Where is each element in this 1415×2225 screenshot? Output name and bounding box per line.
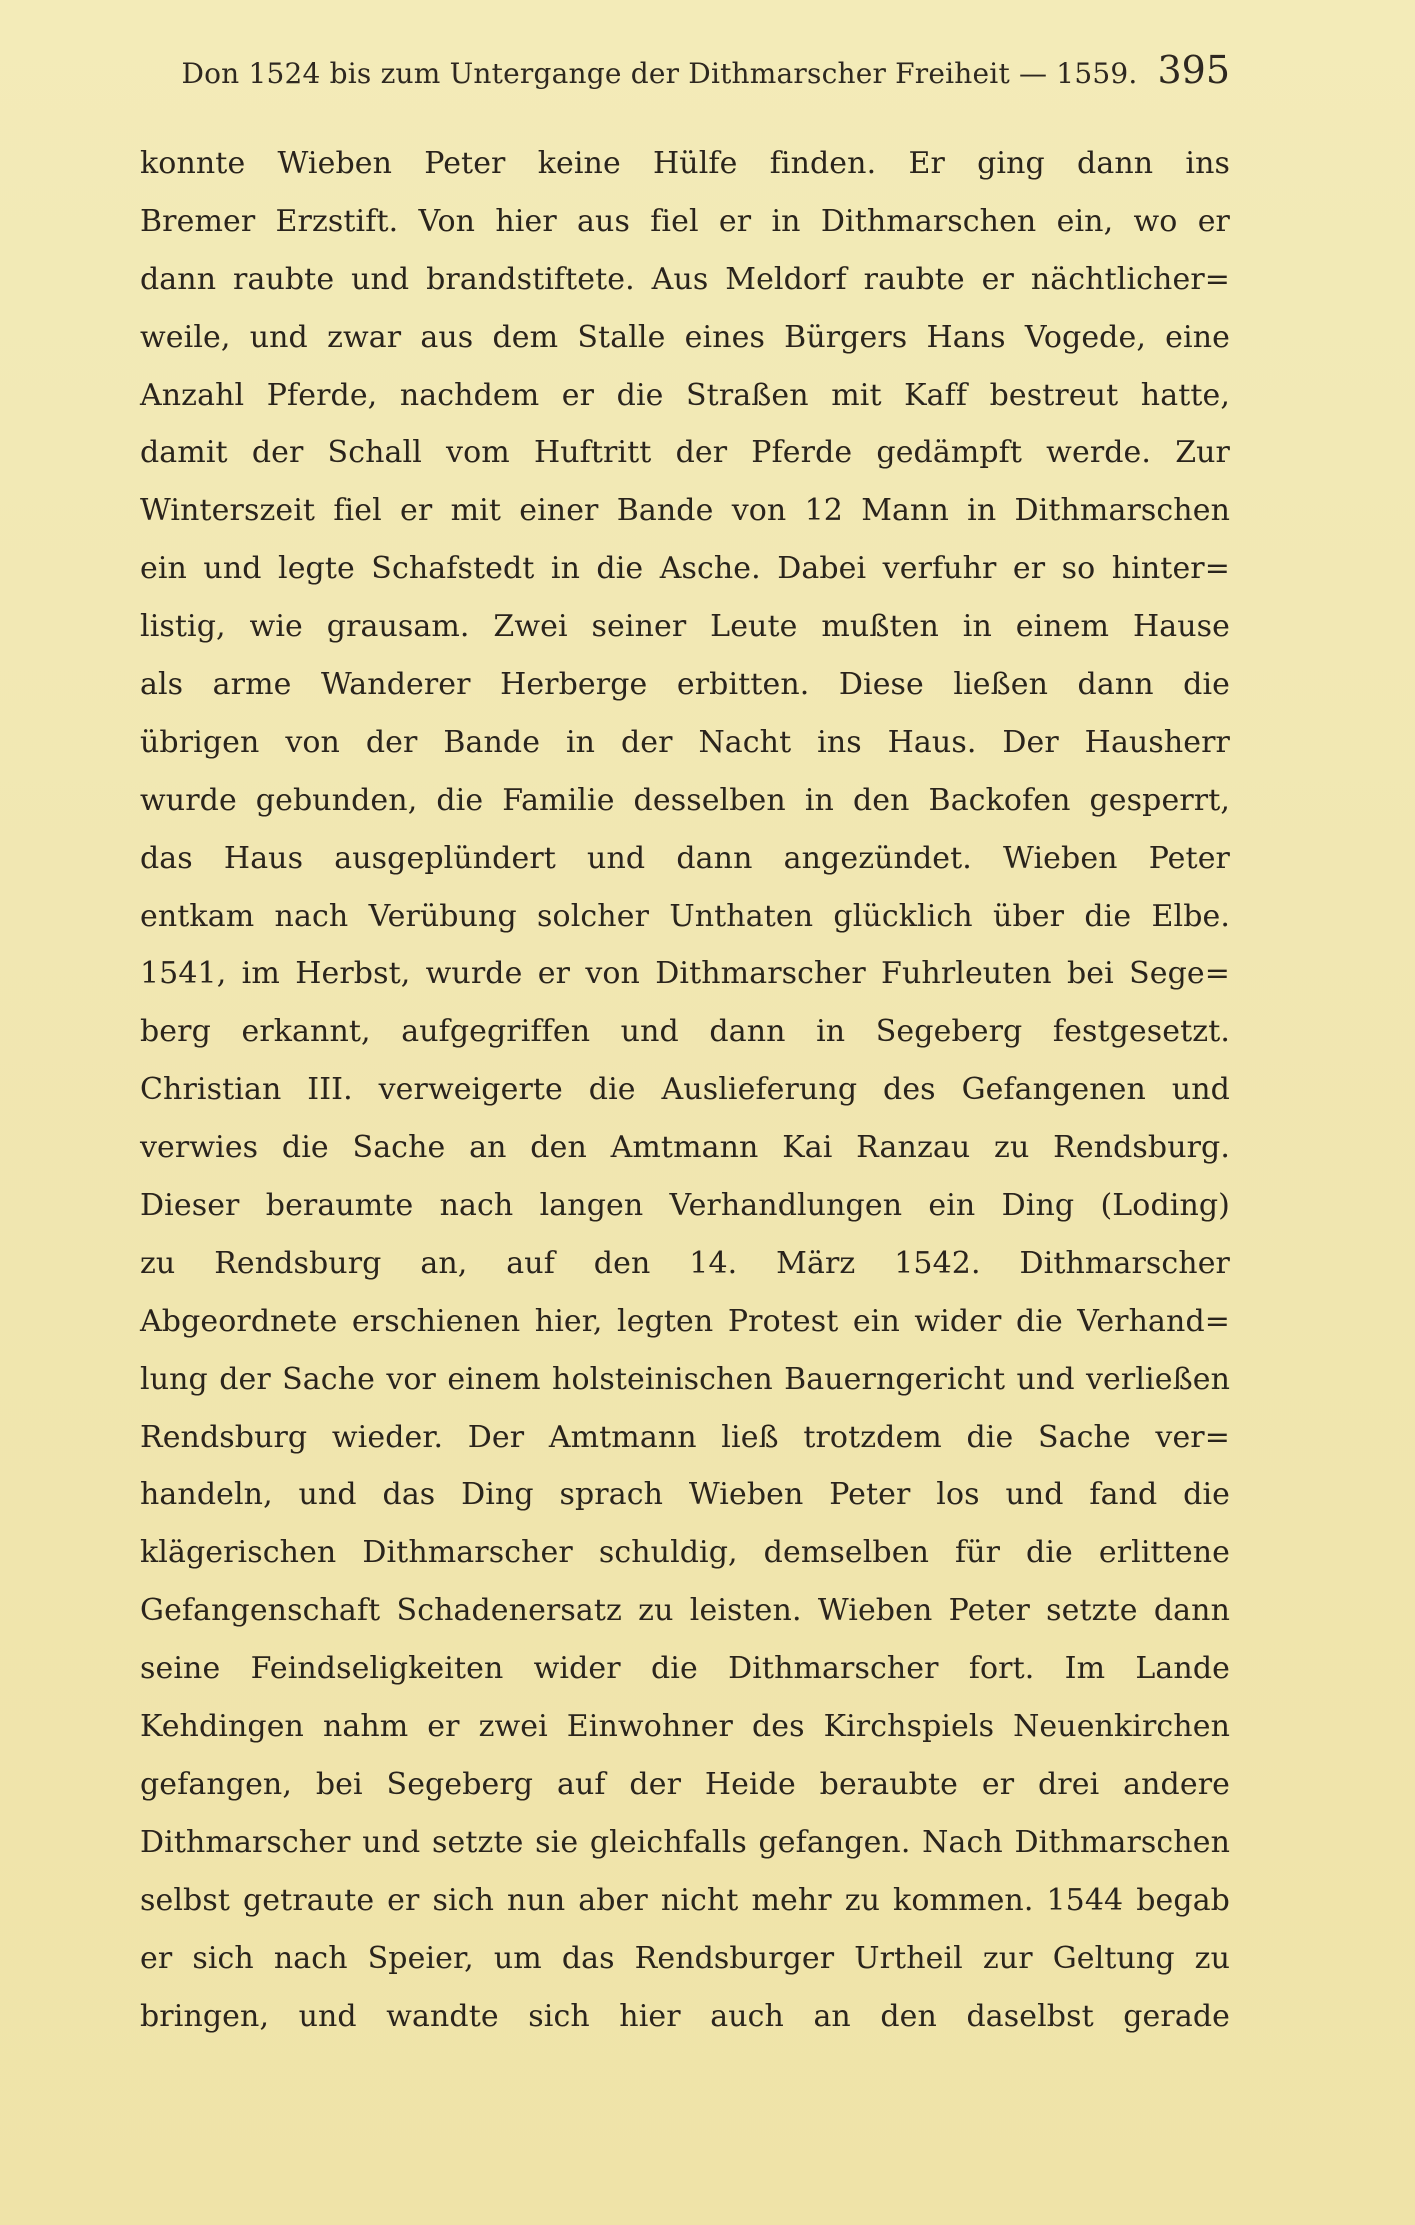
text-line: zu Rendsburg an, auf den 14. März 1542. Dithmarscher [140,1245,1230,1281]
text-line: lung der Sache vor einem holsteinischen Bauerngericht und verließen [140,1361,1230,1397]
text-line: Winterszeit fiel er mit einer Bande von 12 Mann in Dithmarschen [140,493,1230,529]
text-line: Rendsburg wieder. Der Amtmann ließ trotzdem die Sache ver= [140,1419,1230,1455]
text-line: berg erkannt, aufgegriffen und dann in Segeberg festgesetzt. [140,1014,1230,1050]
text-line: wurde gebunden, die Familie desselben in den Backofen gesperrt, [140,782,1230,818]
text-line: weile, und zwar aus dem Stalle eines Bürgers Hans Vogede, eine [140,319,1230,355]
text-line: Anzahl Pferde, nachdem er die Straßen mit Kaff bestreut hatte, [140,377,1230,413]
page-number: 395 [1157,48,1230,92]
text-line: gefangen, bei Segeberg auf der Heide beraubte er drei andere [140,1766,1230,1802]
text-line: als arme Wanderer Herberge erbitten. Diese ließen dann die [140,667,1230,703]
text-line: konnte Wieben Peter keine Hülfe finden. Er ging dann ins [140,146,1230,181]
text-line: listig, wie grausam. Zwei seiner Leute mußten in einem Hause [140,609,1230,645]
text-line: bringen, und wandte sich hier auch an den daselbst gerade [140,1998,1230,2034]
text-line: das Haus ausgeplündert und dann angezündet. Wieben Peter [140,840,1230,876]
text-line: Bremer Erzstift. Von hier aus fiel er in Dithmarschen ein, wo er [140,203,1230,239]
body-text [140,135,1230,2045]
text-line: verwies die Sache an den Amtmann Kai Ranzau zu Rendsburg. [140,1130,1230,1166]
text-line: handeln, und das Ding sprach Wieben Peter los und fand die [140,1477,1230,1513]
text-line: klägerischen Dithmarscher schuldig, demselben für die erlittene [140,1535,1230,1571]
text-line: er sich nach Speier, um das Rendsburger Urtheil zur Geltung zu [140,1940,1230,1976]
text-line: Dithmarscher und setzte sie gleichfalls gefangen. Nach Dithmarschen [140,1824,1230,1860]
text-line: damit der Schall vom Huftritt der Pferde gedämpft werde. Zur [140,435,1230,471]
text-line: Christian III. verweigerte die Auslieferung des Gefangenen und [140,1072,1230,1108]
running-title: Don 1524 bis zum Untergange der Dithmarscher Freiheit — 1559. [181,57,1138,90]
text-line: Abgeordnete erschienen hier, legten Protest ein wider die Verhand= [140,1303,1230,1339]
text-line: übrigen von der Bande in der Nacht ins Haus. Der Hausherr [140,724,1230,760]
text-line: Kehdingen nahm er zwei Einwohner des Kirchspiels Neuenkirchen [140,1709,1230,1745]
text-line: Gefangenschaft Schadenersatz zu leisten. Wieben Peter setzte dann [140,1593,1230,1629]
text-line: 1541, im Herbst, wurde er von Dithmarscher Fuhrleuten bei Sege= [140,956,1230,992]
text-line: seine Feindseligkeiten wider die Dithmarscher fort. Im Lande [140,1651,1230,1687]
text-line: selbst getraute er sich nun aber nicht mehr zu kommen. 1544 begab [140,1882,1230,1918]
text-line: ein und legte Schafstedt in die Asche. Dabei verfuhr er so hinter= [140,551,1230,587]
text-line: Dieser beraumte nach langen Verhandlungen ein Ding (Loding) [140,1188,1230,1224]
text-line: dann raubte und brandstiftete. Aus Meldorf raubte er nächtlicher= [140,261,1230,297]
running-head [140,48,1230,98]
text-line: entkam nach Verübung solcher Unthaten glücklich über die Elbe. [140,898,1230,934]
